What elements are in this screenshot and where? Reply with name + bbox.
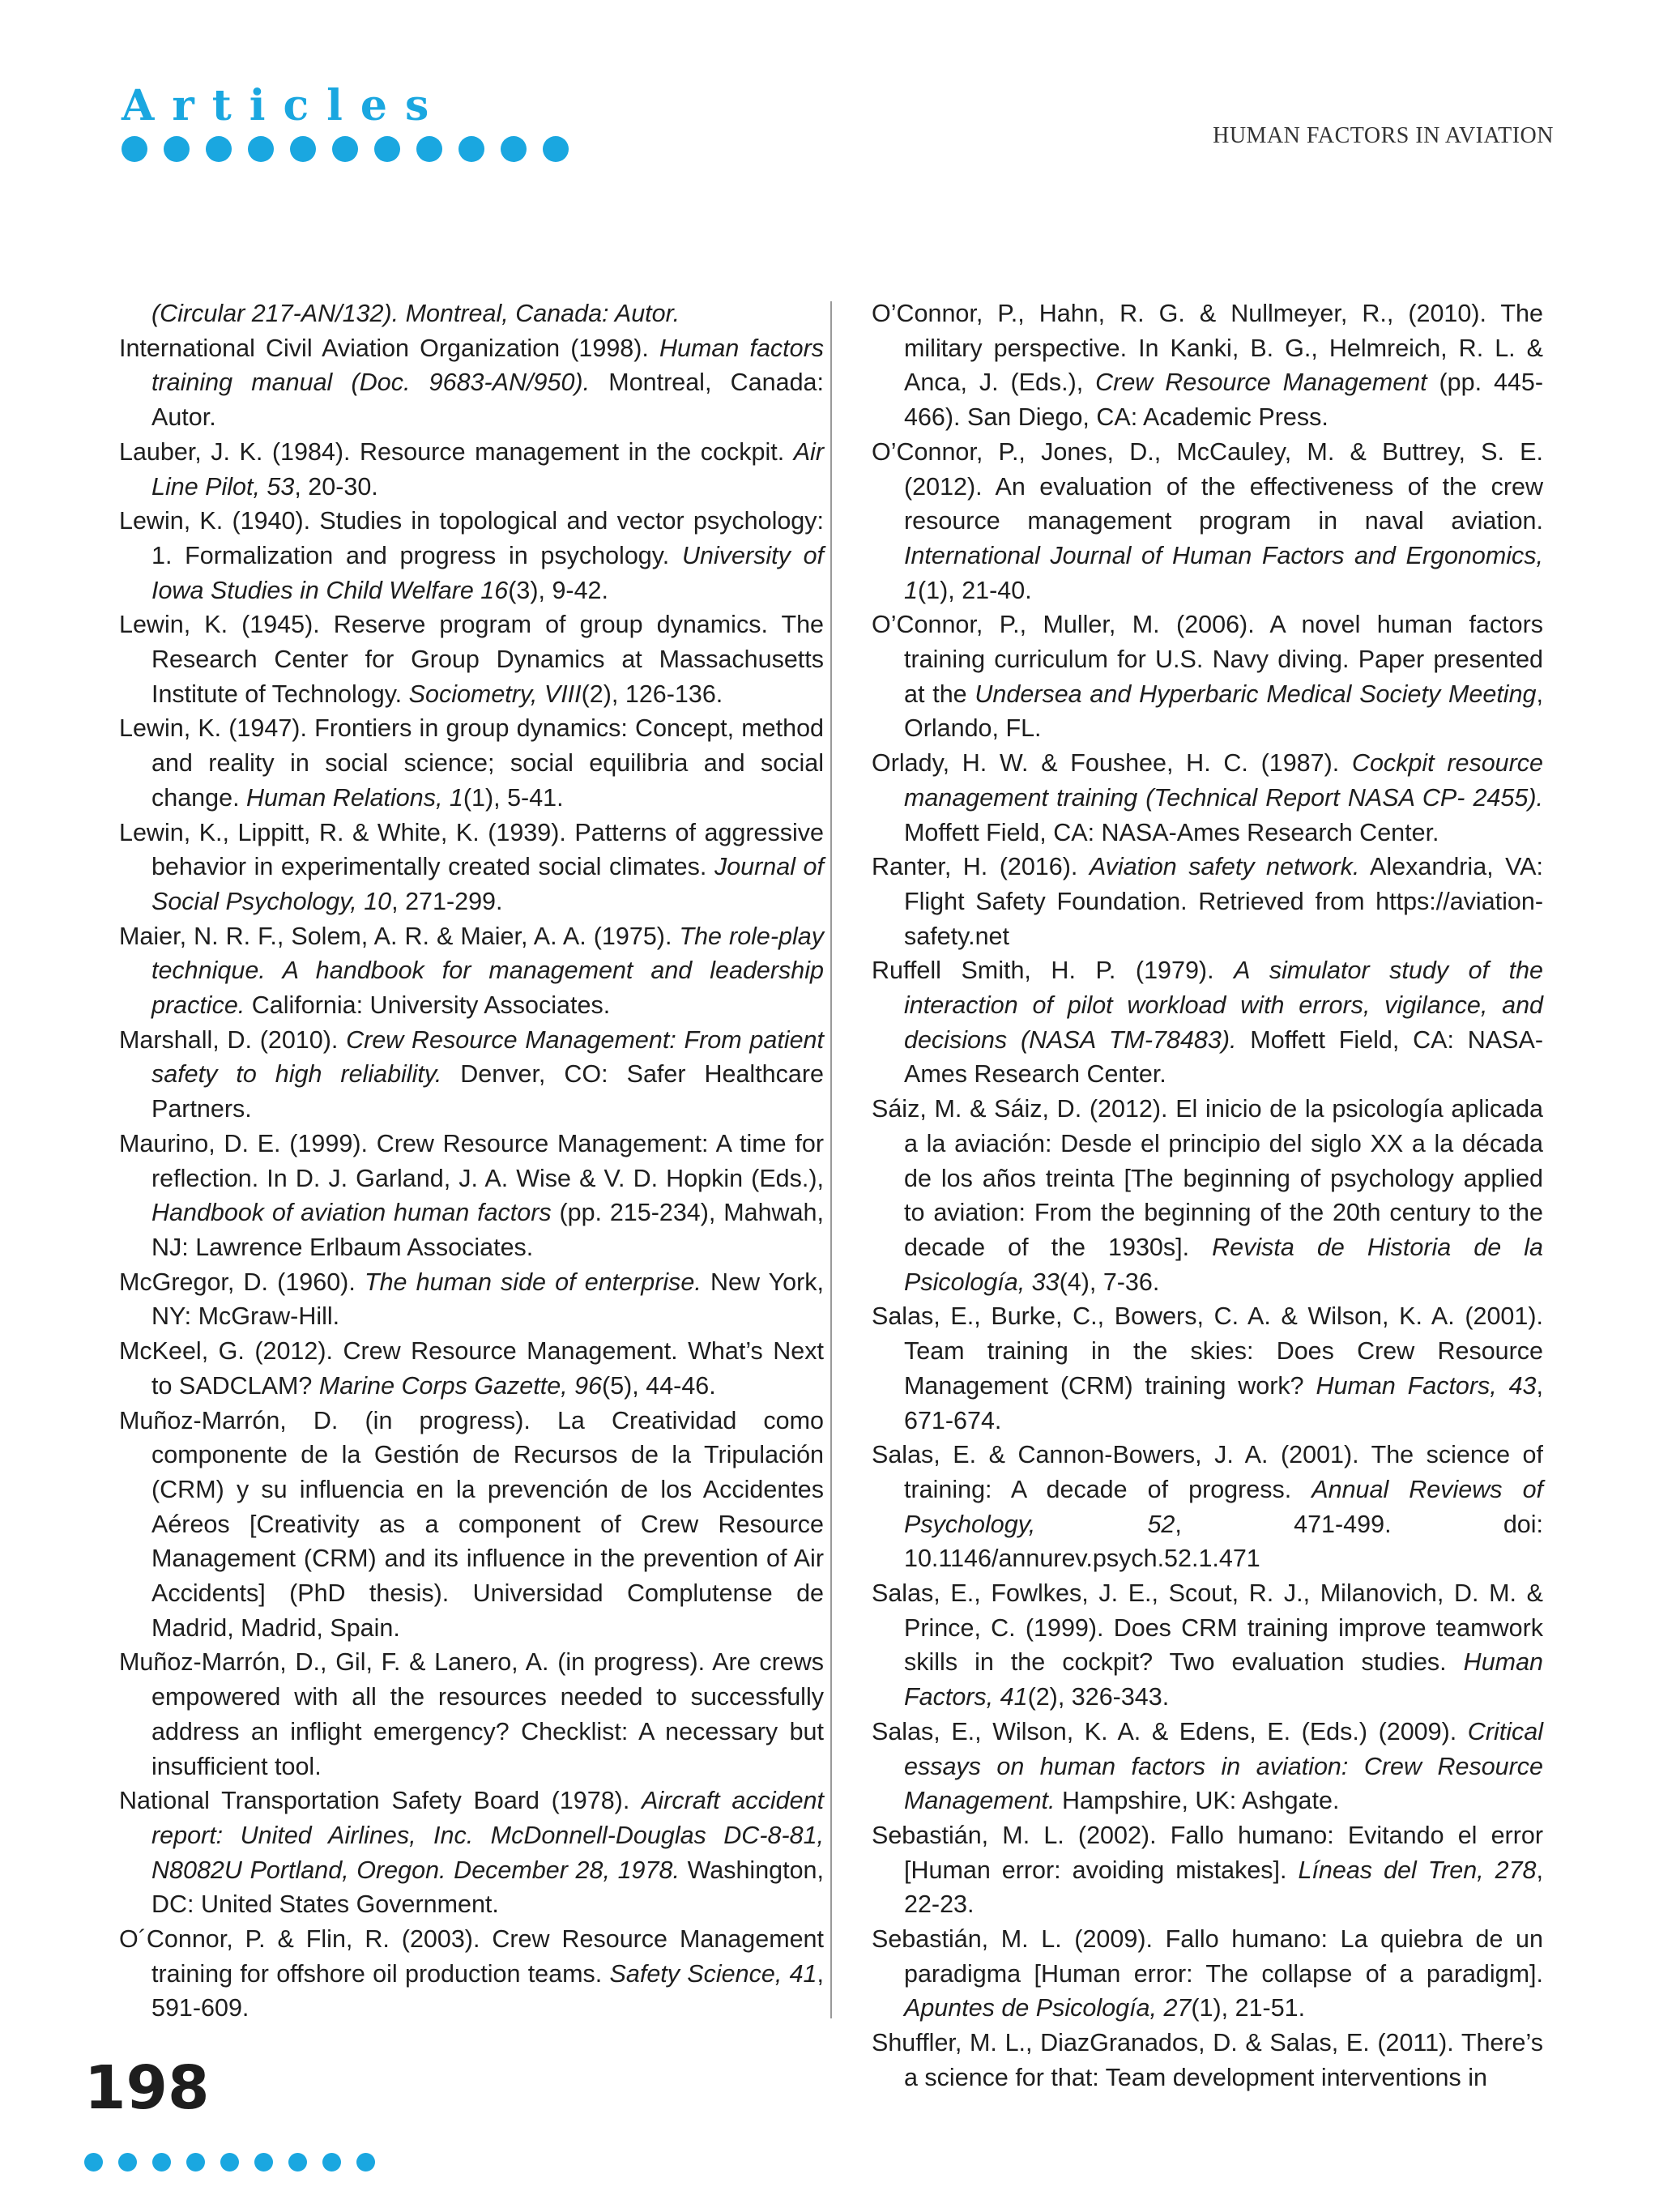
reference-italic-part: Crew Resource Management: [1095, 369, 1427, 397]
reference-italic-part: Human Factors, 41: [904, 1648, 1543, 1711]
reference-entry: [872, 953, 1543, 1092]
reference-italic-part: Journal of Social Psychology, 10: [151, 853, 824, 915]
reference-text-part: Washington, DC: United States Government.: [151, 1856, 824, 1919]
reference-italic-part: Sociometry, VIII: [408, 680, 582, 708]
reference-text-part: , 591-609.: [151, 1959, 824, 2022]
reference-entry: [872, 1922, 1543, 2026]
reference-entry: [119, 331, 824, 435]
reference-entry: [872, 2026, 1543, 2095]
reference-text-part: Muñoz-Marrón, D. (in progress). La Creatividad como componente de la Gestión de Recursos de la Tripulación (CRM) y su influencia en la prevención de los Accidentes Aéreos [Creativity as a component of Crew Resource Management (CRM) and its influence in the prevention of Air Accidents] (PhD thesis). Universidad Complutense de Madrid, Madrid, Spain.: [119, 1406, 824, 1642]
reference-entry: [872, 1818, 1543, 1922]
references-column-left: [119, 296, 824, 2026]
reference-italic-part: Aviation safety network.: [1089, 853, 1360, 881]
reference-entry: [119, 1023, 824, 1127]
reference-text-part: Lewin, K., Lippitt, R. & White, K. (1939). Patterns of aggressive behavior in experimentally created social climates.: [119, 818, 824, 881]
reference-entry: [872, 607, 1543, 746]
decorative-dot: [122, 136, 147, 162]
reference-text-part: Maier, N. R. F., Solem, A. R. & Maier, A. A. (1975).: [119, 922, 680, 950]
reference-text-part: Sebastián, M. L. (2002). Fallo humano: Evitando el error [Human error: avoiding mistakes].: [872, 1821, 1543, 1884]
decorative-dot: [416, 136, 442, 162]
reference-italic-part: Safety Science, 41: [609, 1959, 817, 1988]
reference-italic-part: Marine Corps Gazette, 96: [318, 1371, 603, 1400]
reference-entry: [872, 1438, 1543, 1576]
reference-text-part: Denver, CO: Safer Healthcare Partners.: [151, 1060, 824, 1123]
reference-text-part: Hampshire, UK: Ashgate.: [1055, 1787, 1340, 1815]
reference-text-part: Moffett Field, CA: NASA-Ames Research Center.: [904, 1025, 1543, 1089]
reference-text-part: McGregor, D. (1960).: [119, 1268, 365, 1296]
decorative-dot: [374, 136, 400, 162]
reference-italic-part: Annual Reviews of Psychology, 52: [904, 1475, 1544, 1538]
references-column-right: [872, 296, 1543, 2095]
reference-italic-part: The role-play technique. A handbook for management and leadership practice.: [151, 922, 825, 1020]
reference-entry: [872, 850, 1543, 953]
reference-entry: [119, 1334, 824, 1403]
reference-entry: [119, 504, 824, 607]
reference-entry: [872, 746, 1543, 850]
reference-entry: [872, 1092, 1543, 1299]
reference-text-part: , 671-674.: [904, 1371, 1543, 1434]
reference-entry: [119, 816, 824, 919]
reference-italic-part: Air Line Pilot, 53: [151, 437, 824, 501]
reference-entry: [119, 1784, 824, 1922]
reference-text-part: Orlady, H. W. & Foushee, H. C. (1987).: [872, 749, 1352, 778]
decorative-dot: [118, 2153, 137, 2172]
reference-text-part: Ranter, H. (2016).: [872, 853, 1090, 881]
reference-text-part: (3), 9-42.: [508, 576, 608, 604]
reference-text-part: Sáiz, M. & Sáiz, D. (2012). El inicio de la psicología aplicada a la aviación: Desde el principio del siglo XX a la década de los años treinta [The beginning of psychology applied to aviation: From the beginning of the 20th century to the decade of the 1930s].: [872, 1095, 1543, 1261]
running-head: HUMAN FACTORS IN AVIATION: [1213, 123, 1554, 148]
decorative-dot: [356, 2153, 375, 2172]
reference-text-part: Marshall, D. (2010).: [119, 1025, 347, 1054]
decorative-dot: [332, 136, 358, 162]
reference-text-part: Muñoz-Marrón, D., Gil, F. & Lanero, A. (in progress). Are crews empowered with all the resources needed to successfully address an inflight emergency? Checklist: A necessary but insufficient tool.: [119, 1648, 824, 1780]
reference-text-part: O’Connor, P., Jones, D., McCauley, M. & Buttrey, S. E. (2012). An evaluation of the effectiveness of the crew resource management program in naval aviation.: [872, 437, 1543, 535]
reference-text-part: O’Connor, P., Muller, M. (2006). A novel human factors training curriculum for U.S. Navy diving. Paper presented at the: [872, 611, 1543, 708]
reference-entry: [872, 1715, 1543, 1818]
reference-italic-part: University of Iowa Studies in Child Welfare 16: [151, 541, 825, 604]
reference-entry: [119, 1127, 824, 1265]
reference-text-part: , Orlando, FL.: [904, 680, 1543, 743]
reference-italic-part: (Circular 217-AN/132).: [151, 300, 399, 327]
decorative-dot-row-top: [122, 136, 569, 162]
reference-text-part: Lauber, J. K. (1984). Resource management in the cockpit.: [119, 437, 794, 466]
reference-text-part: California: University Associates.: [245, 991, 611, 1020]
reference-text-part: Montreal, Canada: Autor.: [151, 369, 824, 432]
reference-text-part: (pp. 445-466). San Diego, CA: Academic Press.: [904, 369, 1543, 432]
decorative-dot: [458, 136, 484, 162]
reference-text-part: (2), 326-343.: [1027, 1683, 1170, 1711]
reference-italic-part: Crew Resource Management: From patient safety to high reliability.: [151, 1025, 824, 1089]
reference-entry: [119, 711, 824, 815]
reference-text-part: Lewin, K. (1940). Studies in topological and vector psychology: 1. Formalization and progress in psychology.: [119, 507, 824, 569]
reference-text-part: (5), 44-46.: [602, 1371, 716, 1400]
reference-text-part: , 22-23.: [904, 1856, 1543, 1919]
reference-text-part: Shuffler, M. L., DiazGranados, D. & Salas, E. (2011). There’s a science for that: Team development interventions in: [872, 2029, 1543, 2091]
decorative-dot: [501, 136, 527, 162]
decorative-dot-row-bottom: [84, 2153, 375, 2172]
decorative-dot: [543, 136, 569, 162]
decorative-dot: [290, 136, 316, 162]
reference-text-part: (pp. 215-234), Mahwah, NJ: Lawrence Erlbaum Associates.: [151, 1199, 824, 1261]
reference-text-part: Alexandria, VA: Flight Safety Foundation. Retrieved from https://aviation-safety.net: [904, 853, 1543, 950]
decorative-dot: [322, 2153, 341, 2172]
reference-entry: [119, 1265, 824, 1334]
reference-italic-part: Critical essays on human factors in aviation: Crew Resource Management.: [904, 1717, 1543, 1815]
reference-text-part: Salas, E., Wilson, K. A. & Edens, E. (Eds.) (2009).: [872, 1717, 1468, 1745]
reference-italic-part: Aircraft accident report: United Airlines, Inc. McDonnell-Douglas DC-8-81, N8082U Portland, Oregon. December 28, 1978.: [151, 1787, 824, 1884]
reference-italic-part: Human Relations, 1: [246, 783, 463, 812]
reference-text-part: (1), 21-51.: [1191, 1994, 1306, 2022]
reference-text-part: Sebastián, M. L. (2009). Fallo humano: La quiebra de un paradigma [Human error: The collapse of a paradigm].: [872, 1925, 1543, 1988]
page-number: 198: [84, 2053, 210, 2123]
decorative-dot: [220, 2153, 239, 2172]
reference-text-part: New York, NY: McGraw-Hill.: [151, 1268, 824, 1331]
decorative-dot: [254, 2153, 273, 2172]
reference-text-part: National Transportation Safety Board (1978).: [119, 1787, 642, 1815]
reference-entry: [119, 919, 824, 1023]
reference-italic-part: Handbook of aviation human factors: [151, 1199, 552, 1227]
reference-text-part: International Civil Aviation Organization (1998).: [119, 334, 660, 362]
reference-text-part: , 271-299.: [391, 887, 503, 915]
decorative-dot: [288, 2153, 307, 2172]
decorative-dot: [186, 2153, 205, 2172]
decorative-dot: [164, 136, 190, 162]
reference-text-part: McKeel, G. (2012). Crew Resource Management. What’s Next to SADCLAM?: [119, 1337, 824, 1400]
reference-italic-part: The human side of enterprise.: [364, 1268, 702, 1296]
reference-text-part: O’Connor, P., Hahn, R. G. & Nullmeyer, R., (2010). The military perspective. In Kanki, B. G., Helmreich, R. L. & Anca, J. (Eds.),: [872, 300, 1543, 397]
decorative-dot: [248, 136, 274, 162]
reference-italic-part: Revista de Historia de la Psicología, 33: [904, 1233, 1544, 1296]
reference-entry: [119, 1922, 824, 2026]
decorative-dot: [206, 136, 232, 162]
reference-text-part: O´Connor, P. & Flin, R. (2003). Crew Resource Management training for offshore oil production teams.: [119, 1925, 824, 1988]
reference-italic-part: Human Factors, 43: [1316, 1371, 1537, 1400]
reference-italic-part: Montreal, Canada: Autor.: [399, 300, 680, 327]
reference-entry: [119, 1404, 824, 1646]
reference-italic-part: International Journal of Human Factors and Ergonomics, 1: [904, 541, 1543, 604]
reference-text-part: (1), 5-41.: [463, 783, 564, 812]
reference-italic-part: Undersea and Hyperbaric Medical Society Meeting: [975, 680, 1537, 708]
reference-text-part: Ruffell Smith, H. P. (1979).: [872, 957, 1235, 985]
reference-entry: [872, 1576, 1543, 1715]
reference-italic-part: Human factors training manual (Doc. 9683-AN/950).: [151, 334, 825, 397]
reference-text-part: , 471-499. doi: 10.1146/annurev.psych.52.1.471: [904, 1510, 1543, 1573]
reference-entry: [872, 296, 1543, 435]
reference-text-part: Lewin, K. (1945). Reserve program of group dynamics. The Research Center for Group Dynamics at Massachusetts Institute of Technology.: [119, 611, 824, 708]
reference-entry: [119, 296, 824, 331]
reference-text-part: Lewin, K. (1947). Frontiers in group dynamics: Concept, method and reality in social science; social equilibria and social change.: [119, 714, 824, 812]
reference-entry: [119, 435, 824, 504]
reference-entry: [872, 1299, 1543, 1438]
reference-text-part: Moffett Field, CA: NASA-Ames Research Center.: [904, 818, 1439, 846]
reference-entry: [872, 435, 1543, 608]
section-label: Articles: [122, 81, 447, 130]
reference-text-part: Maurino, D. E. (1999). Crew Resource Management: A time for reflection. In D. J. Garland, J. A. Wise & V. D. Hopkin (Eds.),: [119, 1129, 824, 1192]
reference-text-part: , 20-30.: [294, 472, 378, 501]
column-divider: [830, 301, 832, 2018]
reference-italic-part: Apuntes de Psicología, 27: [904, 1994, 1192, 2022]
decorative-dot: [152, 2153, 171, 2172]
reference-text-part: Salas, E., Burke, C., Bowers, C. A. & Wilson, K. A. (2001). Team training in the skies: Does Crew Resource Management (CRM) training work?: [872, 1302, 1543, 1400]
reference-text-part: (1), 21-40.: [917, 576, 1032, 604]
reference-entry: [119, 1645, 824, 1784]
reference-italic-part: A simulator study of the interaction of pilot workload with errors, vigilance, and decisions (NASA TM-78483).: [904, 957, 1543, 1054]
reference-text-part: (4), 7-36.: [1059, 1268, 1160, 1296]
reference-text-part: Salas, E. & Cannon-Bowers, J. A. (2001). The science of training: A decade of progress.: [872, 1441, 1543, 1503]
decorative-dot: [84, 2153, 103, 2172]
reference-text-part: (2), 126-136.: [581, 680, 723, 708]
reference-italic-part: Cockpit resource management training (Technical Report NASA CP- 2455).: [904, 749, 1543, 812]
reference-italic-part: Líneas del Tren, 278: [1298, 1856, 1537, 1884]
reference-entry: [119, 607, 824, 711]
reference-text-part: Salas, E., Fowlkes, J. E., Scout, R. J., Milanovich, D. M. & Prince, C. (1999). Does CRM training improve teamwork skills in the cockpit? Two evaluation studies.: [872, 1579, 1543, 1677]
